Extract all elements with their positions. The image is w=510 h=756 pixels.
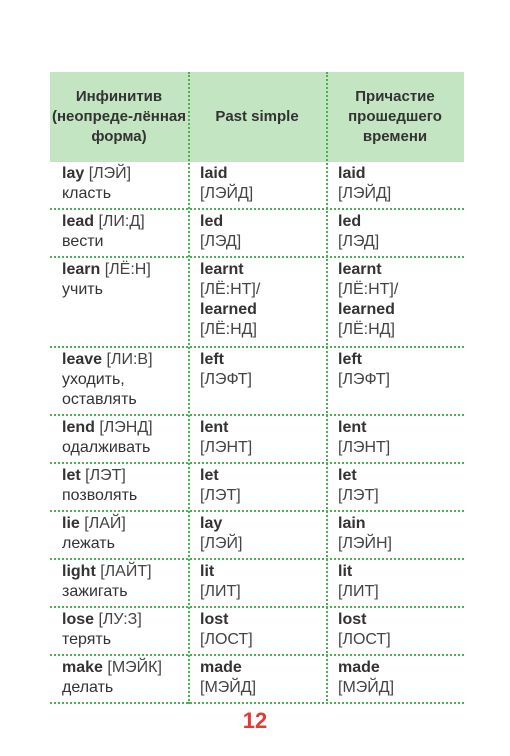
header-past-participle: Причастие прошедшего времени (348, 88, 442, 145)
infinitive-word: lead (62, 213, 95, 230)
infinitive-word: make (62, 659, 103, 676)
participle-word: let (338, 467, 357, 484)
past-simple-word: led (200, 213, 224, 230)
past-simple-transcription: [ЛИТ] (200, 583, 241, 600)
infinitive-cell (50, 560, 188, 606)
translation: одалживать (62, 439, 151, 456)
table-row (50, 162, 464, 210)
participle-transcription: [ЛЁ:НТ]/ (338, 281, 399, 298)
table-row (50, 348, 464, 416)
verb-table (50, 72, 464, 704)
infinitive-cell (50, 464, 188, 510)
infinitive-word: let (62, 467, 81, 484)
infinitive-cell (50, 162, 188, 208)
participle-transcription: [ЛОСТ] (338, 631, 391, 648)
infinitive-transcription: [ЛАЙТ] (100, 563, 152, 580)
participle-transcription: [МЭЙД] (338, 679, 395, 696)
past-simple-cell (188, 348, 326, 414)
translation: учить (62, 281, 103, 298)
participle-transcription: [ЛЭЙД] (338, 185, 392, 202)
participle-cell (326, 464, 464, 510)
past-simple-word: let (200, 467, 219, 484)
infinitive-transcription: [ЛАЙ] (84, 515, 126, 532)
column-divider (326, 72, 328, 704)
past-simple-cell (188, 416, 326, 462)
participle-cell (326, 210, 464, 256)
participle-cell (326, 560, 464, 606)
past-simple-cell (188, 210, 326, 256)
infinitive-word: lay (62, 165, 85, 182)
participle-transcription: [ЛЭД] (338, 233, 380, 250)
translation: терять (62, 631, 112, 648)
table-row (50, 512, 464, 560)
infinitive-transcription: [ЛЭТ] (85, 467, 126, 484)
past-simple-cell (188, 608, 326, 654)
participle-word: made (338, 659, 380, 676)
past-simple-transcription: [ЛЭТ] (200, 487, 241, 504)
infinitive-cell (50, 258, 188, 346)
participle-transcription-alt: [ЛЁ:НД] (338, 321, 395, 338)
translation: вести (62, 233, 104, 250)
translation: позволять (62, 487, 138, 504)
past-simple-word: laid (200, 165, 228, 182)
past-simple-transcription: [ЛОСТ] (200, 631, 253, 648)
infinitive-cell (50, 348, 188, 414)
participle-word: led (338, 213, 362, 230)
past-simple-cell (188, 656, 326, 702)
past-simple-word-alt: learned (200, 301, 257, 318)
infinitive-transcription: [ЛИ:В] (106, 351, 153, 368)
infinitive-transcription: [ЛЭЙ] (88, 165, 132, 182)
header-past-simple: Past simple (215, 108, 299, 125)
header-infinitive: Инфинитив (неопреде-лённая форма) (51, 88, 187, 145)
infinitive-cell (50, 416, 188, 462)
participle-word: lent (338, 419, 367, 436)
table-row (50, 258, 464, 348)
column-divider (188, 72, 190, 704)
translation: делать (62, 679, 114, 696)
past-simple-cell (188, 560, 326, 606)
translation: зажигать (62, 583, 128, 600)
participle-transcription: [ЛИТ] (338, 583, 379, 600)
participle-word: left (338, 351, 362, 368)
past-simple-word: lit (200, 563, 215, 580)
participle-cell (326, 656, 464, 702)
infinitive-word: lose (62, 611, 95, 628)
table-header (50, 72, 464, 162)
past-simple-word: lost (200, 611, 229, 628)
translation: лежать (62, 535, 115, 552)
participle-transcription: [ЛЭЙН] (338, 535, 392, 552)
infinitive-transcription: [ЛЭНД] (99, 419, 153, 436)
translation: класть (62, 185, 112, 202)
past-simple-cell (188, 512, 326, 558)
participle-transcription: [ЛЭФТ] (338, 371, 390, 388)
participle-cell (326, 608, 464, 654)
participle-cell (326, 512, 464, 558)
participle-transcription: [ЛЭНТ] (338, 439, 391, 456)
past-simple-transcription-alt: [ЛЁ:НД] (200, 321, 257, 338)
table-row (50, 656, 464, 704)
participle-cell (326, 416, 464, 462)
infinitive-cell (50, 656, 188, 702)
participle-cell (326, 162, 464, 208)
participle-transcription: [ЛЭТ] (338, 487, 379, 504)
past-simple-transcription: [ЛЭД] (200, 233, 242, 250)
table-row (50, 560, 464, 608)
past-simple-transcription: [ЛЭФТ] (200, 371, 252, 388)
table-body (50, 162, 464, 704)
participle-word-alt: learned (338, 301, 395, 318)
infinitive-word: light (62, 563, 96, 580)
past-simple-transcription: [ЛЭНТ] (200, 439, 253, 456)
infinitive-word: lie (62, 515, 80, 532)
past-simple-cell (188, 258, 326, 346)
infinitive-transcription: [ЛУ:З] (98, 611, 142, 628)
past-simple-cell (188, 162, 326, 208)
past-simple-cell (188, 464, 326, 510)
participle-word: lost (338, 611, 367, 628)
past-simple-transcription: [ЛЭЙ] (200, 535, 243, 552)
table-row (50, 210, 464, 258)
past-simple-word: left (200, 351, 224, 368)
participle-cell (326, 348, 464, 414)
past-simple-transcription: [ЛЁ:НТ]/ (200, 281, 261, 298)
infinitive-transcription: [МЭЙК] (107, 659, 162, 676)
participle-word: learnt (338, 261, 382, 278)
table-row (50, 416, 464, 464)
past-simple-word: learnt (200, 261, 244, 278)
page-number: 12 (242, 708, 268, 733)
infinitive-transcription: [ЛИ:Д] (98, 213, 145, 230)
past-simple-word: lent (200, 419, 229, 436)
participle-word: lain (338, 515, 366, 532)
table-row (50, 608, 464, 656)
past-simple-transcription: [ЛЭЙД] (200, 185, 254, 202)
infinitive-cell (50, 210, 188, 256)
infinitive-cell (50, 512, 188, 558)
participle-word: laid (338, 165, 366, 182)
translation: уходить, оставлять (62, 371, 137, 408)
infinitive-word: learn (62, 261, 101, 278)
past-simple-transcription: [МЭЙД] (200, 679, 257, 696)
infinitive-cell (50, 608, 188, 654)
infinitive-transcription: [ЛЁ:Н] (104, 261, 151, 278)
table-row (50, 464, 464, 512)
infinitive-word: lend (62, 419, 95, 436)
past-simple-word: lay (200, 515, 223, 532)
infinitive-word: leave (62, 351, 103, 368)
participle-cell (326, 258, 464, 346)
participle-word: lit (338, 563, 353, 580)
past-simple-word: made (200, 659, 242, 676)
